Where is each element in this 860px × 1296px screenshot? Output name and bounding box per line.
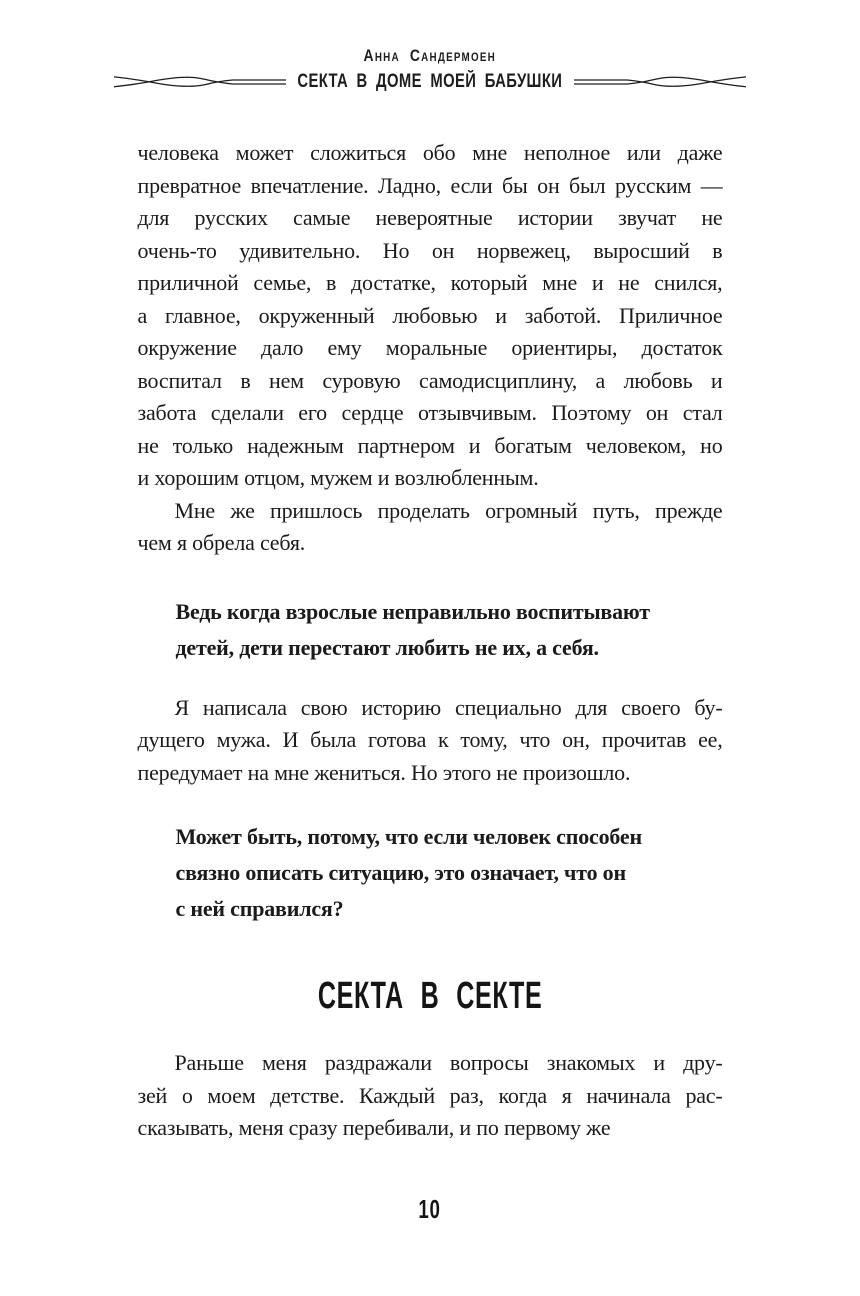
title-row bbox=[130, 71, 730, 93]
text-line: дущего мужа. И была готова к тому, что он, прочитав ее, bbox=[137, 727, 723, 752]
text-line: с ней справился? bbox=[175, 896, 344, 921]
text-line: окружение дало ему моральные ориентиры, достаток bbox=[137, 335, 723, 360]
text-line: не только надежным партнером и богатым человеком, но bbox=[137, 432, 723, 458]
text-line: сказывать, меня сразу перебивали, и по первому же bbox=[137, 1115, 611, 1140]
section-heading bbox=[138, 975, 723, 1017]
pull-quote bbox=[138, 594, 723, 666]
author-name-row bbox=[130, 46, 730, 66]
paragraph bbox=[138, 1047, 723, 1145]
text-line: чем я обрела себя. bbox=[137, 530, 306, 555]
pull-quote bbox=[138, 819, 723, 927]
text-line: и хорошим отцом, мужем и возлюбленным. bbox=[137, 465, 539, 490]
text-line: Раньше меня раздражали вопросы знакомых и дру- bbox=[174, 1050, 723, 1075]
text-line: детей, дети перестают любить не их, а себя. bbox=[175, 634, 599, 660]
text-line: очень-то удивительно. Но он норвежец, выросший в bbox=[137, 237, 723, 263]
book-title: СЕКТА В ДОМЕ МОЕЙ БАБУШКИ bbox=[297, 71, 563, 92]
text-line: связно описать ситуацию, это означает, что он bbox=[175, 860, 626, 885]
text-line: Ведь когда взрослые неправильно воспитывают bbox=[175, 598, 650, 624]
text-line: забота сделали его сердце отзывчивым. Поэтому он стал bbox=[137, 400, 723, 425]
paragraph-continued bbox=[138, 137, 723, 495]
paragraph bbox=[138, 692, 723, 790]
paragraph bbox=[138, 495, 723, 560]
page-footer bbox=[137, 1194, 722, 1225]
text-line: Может быть, потому, что если человек способен bbox=[175, 824, 642, 849]
text-line: превратное впечатление. Ладно, если бы он был русским — bbox=[137, 172, 723, 198]
section-heading-text: СЕКТА В СЕКТЕ bbox=[317, 975, 543, 1017]
text-line: человека может сложиться обо мне неполное или даже bbox=[137, 140, 723, 165]
page-number: 10 bbox=[418, 1194, 441, 1224]
book-header bbox=[130, 0, 730, 93]
text-line: воспитал в нем суровую самодисциплину, а любовь и bbox=[137, 367, 723, 393]
author-name: Анна Сандермоен bbox=[363, 46, 497, 65]
text-line: для русских самые невероятные истории звучат не bbox=[137, 205, 723, 230]
text-line: передумает на мне жениться. Но этого не произошло. bbox=[137, 759, 631, 785]
page-text-block bbox=[138, 137, 723, 1145]
text-line: Я написала свою историю специально для своего бу- bbox=[174, 694, 723, 720]
text-line: Мне же пришлось проделать огромный путь, прежде bbox=[174, 497, 723, 523]
text-line: а главное, окруженный любовью и заботой. Приличное bbox=[137, 302, 723, 328]
text-line: зей о моем детстве. Каждый раз, когда я начинала рас- bbox=[137, 1082, 723, 1108]
wave-ornament-left bbox=[114, 71, 286, 93]
text-line: приличной семье, в достатке, который мне и не снился, bbox=[137, 270, 723, 295]
wave-ornament-right bbox=[574, 71, 746, 93]
